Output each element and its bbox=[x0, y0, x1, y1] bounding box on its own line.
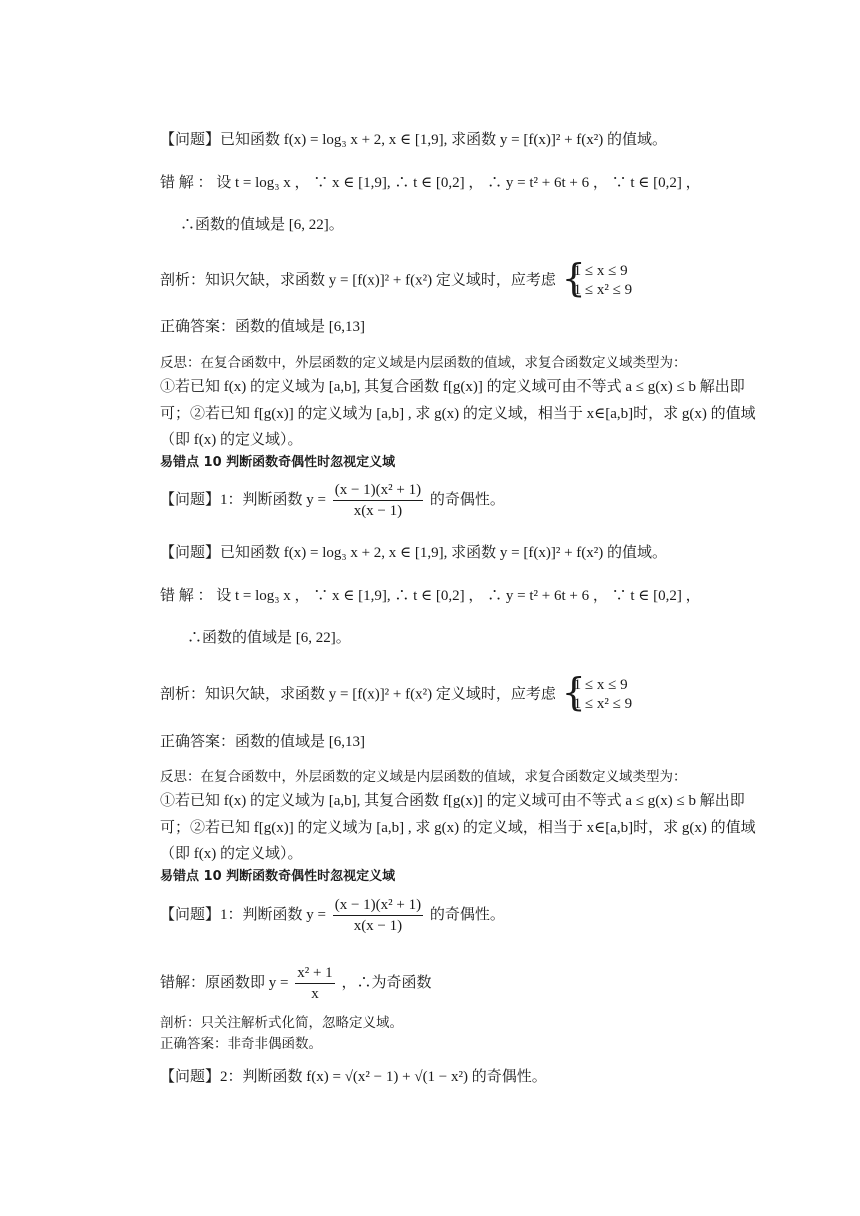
fraction-numerator: x² + 1 bbox=[295, 964, 334, 984]
reflection-line-4: （即 f(x) 的定义域）。 bbox=[160, 432, 303, 448]
fraction bbox=[333, 481, 423, 520]
analysis-text: 剖析：知识欠缺，求函数 y = [f(x)]² + f(x²) 定义域时，应考虑 bbox=[160, 272, 556, 289]
condition-system bbox=[561, 670, 633, 714]
problem-text: 【问题】已知函数 f(x) = log₃ x + 2, x ∈ [1,9], 求函数 y = [f(x)]² + f(x²) 的值域。 bbox=[160, 545, 668, 561]
wrong-solution-line-1: 错 解 ： 设 t = log₃ x ， ∵ x ∈ [1,9], ∴ t ∈ [0,2] ， ∴ y = t² + 6t + 6 ， ∵ t ∈ [0,2] ， bbox=[160, 175, 701, 191]
question-1-prefix: 【问题】1：判断函数 y = bbox=[160, 491, 326, 508]
question-1 bbox=[160, 896, 505, 935]
condition-2: 1 ≤ x² ≤ 9 bbox=[573, 282, 633, 298]
fraction-denominator: x(x − 1) bbox=[353, 918, 403, 934]
reflection-line-2: ①若已知 f(x) 的定义域为 [a,b], 其复合函数 f[g(x)] 的定义域可由不等式 a ≤ g(x) ≤ b 解出即 bbox=[160, 793, 745, 809]
question-1 bbox=[160, 481, 505, 520]
brace: { bbox=[561, 256, 586, 300]
condition-1: 1 ≤ x ≤ 9 bbox=[573, 263, 628, 279]
question-1-suffix: 的奇偶性。 bbox=[429, 906, 505, 923]
section-heading: 易错点 10 判断函数奇偶性时忽视定义域 bbox=[160, 869, 396, 884]
fraction bbox=[333, 896, 423, 935]
wrong-solution-line-2: ∴函数的值域是 [6, 22]。 bbox=[180, 217, 344, 233]
fraction-denominator: x(x − 1) bbox=[353, 503, 403, 519]
reflection-line-3: 可；②若已知 f[g(x)] 的定义域为 [a,b] , 求 g(x) 的定义域，相当于 x∈[a,b]时，求 g(x) 的值域 bbox=[160, 820, 756, 836]
brace: { bbox=[561, 670, 586, 714]
condition-1: 1 ≤ x ≤ 9 bbox=[573, 677, 628, 693]
analysis-line bbox=[160, 670, 633, 714]
fraction bbox=[295, 964, 334, 1003]
question-2: 【问题】2：判断函数 f(x) = √(x² − 1) + √(1 − x²) 的奇偶性。 bbox=[160, 1069, 547, 1085]
question-1-suffix: 的奇偶性。 bbox=[429, 491, 505, 508]
reflection-line-1: 反思：在复合函数中，外层函数的定义域是内层函数的值域，求复合函数定义域类型为： bbox=[160, 355, 687, 371]
problem-text: 【问题】已知函数 f(x) = log₃ x + 2, x ∈ [1,9], 求函数 y = [f(x)]² + f(x²) 的值域。 bbox=[160, 132, 668, 148]
wrong-solution-line-1: 错 解 ： 设 t = log₃ x ， ∵ x ∈ [1,9], ∴ t ∈ [0,2] ， ∴ y = t² + 6t + 6 ， ∵ t ∈ [0,2] ， bbox=[160, 588, 701, 604]
correct-answer: 正确答案：函数的值域是 [6,13] bbox=[160, 734, 365, 750]
wrong-solution-suffix: ，∴为奇函数 bbox=[341, 974, 432, 991]
fraction-denominator: x bbox=[311, 986, 319, 1002]
wrong-solution-line-2: ∴函数的值域是 [6, 22]。 bbox=[187, 630, 351, 646]
condition-2: 1 ≤ x² ≤ 9 bbox=[573, 696, 633, 712]
section-heading: 易错点 10 判断函数奇偶性时忽视定义域 bbox=[160, 455, 396, 470]
wrong-solution-prefix: 错解：原函数即 y = bbox=[160, 974, 289, 991]
condition-system bbox=[561, 256, 633, 300]
analysis-text: 剖析：只关注解析式化简，忽略定义域。 bbox=[160, 1015, 403, 1031]
wrong-solution bbox=[160, 964, 431, 1003]
analysis-text: 剖析：知识欠缺，求函数 y = [f(x)]² + f(x²) 定义域时，应考虑 bbox=[160, 686, 556, 703]
correct-answer: 正确答案：非奇非偶函数。 bbox=[160, 1036, 322, 1052]
analysis-line bbox=[160, 256, 633, 300]
reflection-line-2: ①若已知 f(x) 的定义域为 [a,b], 其复合函数 f[g(x)] 的定义域可由不等式 a ≤ g(x) ≤ b 解出即 bbox=[160, 379, 745, 395]
correct-answer: 正确答案：函数的值域是 [6,13] bbox=[160, 319, 365, 335]
fraction-numerator: (x − 1)(x² + 1) bbox=[333, 481, 423, 501]
reflection-line-4: （即 f(x) 的定义域）。 bbox=[160, 846, 303, 862]
fraction-numerator: (x − 1)(x² + 1) bbox=[333, 896, 423, 916]
reflection-line-3: 可；②若已知 f[g(x)] 的定义域为 [a,b] , 求 g(x) 的定义域，相当于 x∈[a,b]时，求 g(x) 的值域 bbox=[160, 406, 756, 422]
reflection-line-1: 反思：在复合函数中，外层函数的定义域是内层函数的值域，求复合函数定义域类型为： bbox=[160, 769, 687, 785]
question-1-prefix: 【问题】1：判断函数 y = bbox=[160, 906, 326, 923]
